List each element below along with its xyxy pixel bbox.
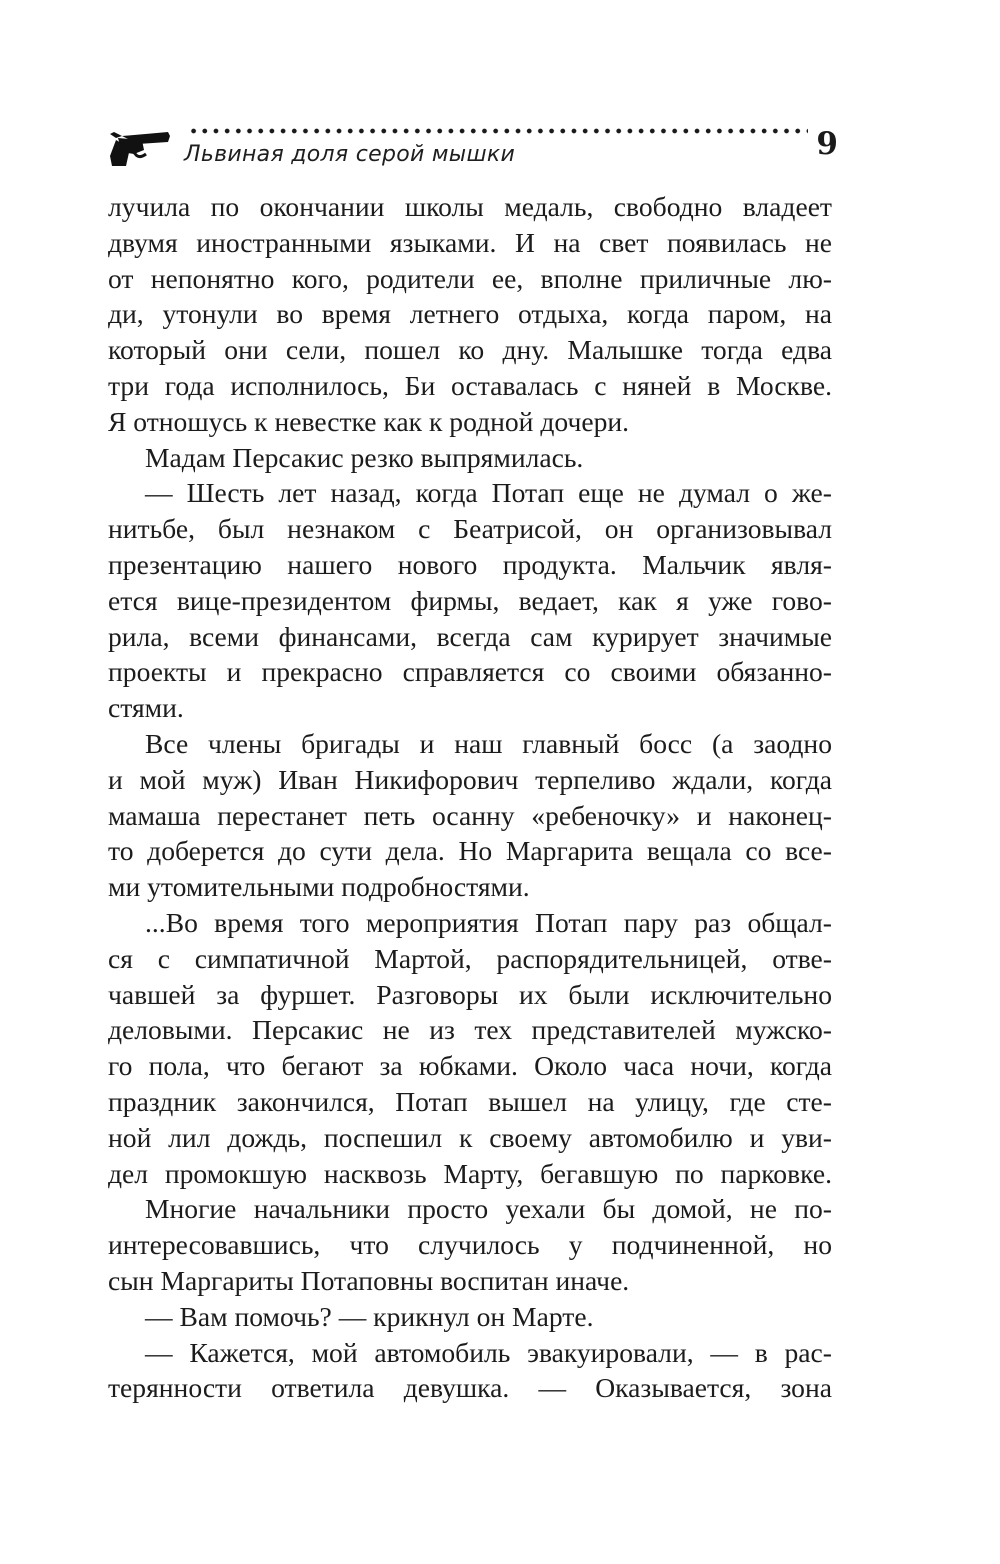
text-line: ной лил дождь, поспешил к своему автомобилю и уви- bbox=[108, 1121, 832, 1153]
text-line: деловыми. Персакис не из тех представителей мужско- bbox=[108, 1014, 832, 1046]
paragraph bbox=[108, 905, 832, 1191]
text-line: чавшей за фуршет. Разговоры их были исключительно bbox=[108, 978, 832, 1010]
text-line: го пола, что бегают за юбками. Около часа ночи, когда bbox=[108, 1050, 832, 1082]
text-line: — Вам помочь? — крикнул он Марте. bbox=[145, 1300, 594, 1332]
revolver-icon bbox=[108, 126, 172, 170]
text-line: интересовавшись, что случилось у подчиненной, но bbox=[108, 1229, 832, 1261]
text-line: нитьбе, был незнаком с Беатрисой, он организовывал bbox=[108, 513, 832, 545]
paragraph bbox=[108, 1299, 832, 1335]
text-line: от непонятно кого, родители ее, вполне приличные лю- bbox=[108, 262, 832, 294]
text-line: ми утомительными подробностями. bbox=[108, 871, 530, 903]
text-line: Я отношусь к невестке как к родной дочери. bbox=[108, 405, 630, 437]
text-line: дел промокшую насквозь Марту, бегавшую по парковке. bbox=[108, 1157, 832, 1189]
paragraph bbox=[108, 440, 832, 476]
text-line: Все члены бригады и наш главный босс (а заодно bbox=[145, 727, 832, 759]
body-text bbox=[108, 189, 832, 1406]
dotted-rule bbox=[188, 126, 808, 136]
page-number: 9 bbox=[816, 126, 838, 162]
text-line: и мой муж) Иван Никифорович терпеливо ждали, когда bbox=[108, 763, 832, 795]
text-line: ...Во время того мероприятия Потап пару раз общал- bbox=[145, 906, 832, 938]
text-line: — Кажется, мой автомобиль эвакуировали, — в рас- bbox=[145, 1336, 832, 1368]
text-line: двумя иностранными языками. И на свет появилась не bbox=[108, 226, 832, 258]
text-line: рила, всеми финансами, всегда сам курирует значимые bbox=[108, 620, 832, 652]
text-line: терянности ответила девушка. — Оказывается, зона bbox=[108, 1372, 832, 1404]
text-line: — Шесть лет назад, когда Потап еще не думал о же- bbox=[145, 477, 832, 509]
text-line: то доберется до сути дела. Но Маргарита вещала со все- bbox=[108, 835, 832, 867]
running-title: Львиная доля серой мышки bbox=[184, 142, 516, 167]
text-line: презентацию нашего нового продукта. Мальчик явля- bbox=[108, 548, 832, 580]
text-line: праздник закончился, Потап вышел на улицу, где сте- bbox=[108, 1085, 832, 1117]
text-line: ди, утонули во время летнего отдыха, когда паром, на bbox=[108, 298, 832, 330]
paragraph bbox=[108, 475, 832, 726]
text-line: который они сели, пошел ко дну. Малышке тогда едва bbox=[108, 334, 832, 366]
text-line: сын Маргариты Потаповны воспитан иначе. bbox=[108, 1264, 630, 1296]
text-line: Многие начальники просто уехали бы домой, не по- bbox=[145, 1193, 832, 1225]
paragraph bbox=[108, 1335, 832, 1407]
text-line: стями. bbox=[108, 692, 184, 724]
page-header bbox=[108, 120, 838, 180]
text-line: ется вице-президентом фирмы, ведает, как я уже гово- bbox=[108, 584, 832, 616]
text-line: лучила по окончании школы медаль, свободно владеет bbox=[108, 191, 832, 222]
text-line: три года исполнилось, Би оставалась с няней в Москве. bbox=[108, 369, 832, 401]
paragraph bbox=[108, 189, 832, 440]
text-line: мамаша перестанет петь осанну «ребеночку» и наконец- bbox=[108, 799, 832, 831]
paragraph bbox=[108, 726, 832, 905]
paragraph bbox=[108, 1191, 832, 1298]
text-line: ся с симпатичной Мартой, распорядительницей, отве- bbox=[108, 942, 832, 974]
text-line: Мадам Персакис резко выпрямилась. bbox=[145, 441, 584, 473]
text-line: проекты и прекрасно справляется со своими обязанно- bbox=[108, 656, 832, 688]
